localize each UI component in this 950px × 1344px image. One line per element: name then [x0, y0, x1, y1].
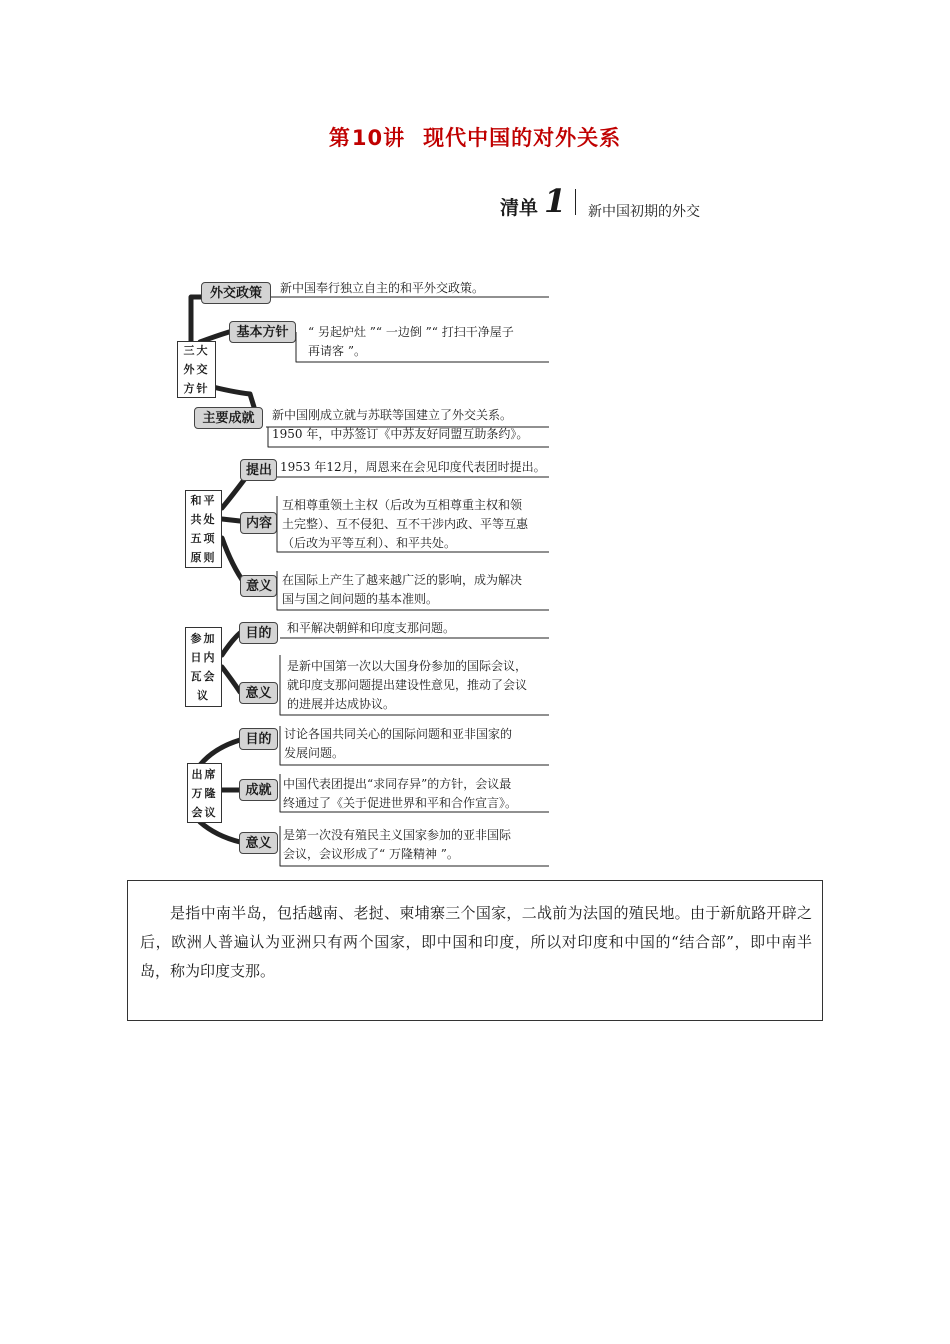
- category-five-principles: 和平 共处 五项 原则: [185, 490, 222, 568]
- list-label: 清单: [500, 197, 539, 219]
- node-geneva-purpose: 目的: [239, 622, 278, 644]
- text-significance: 在国际上产生了越来越广泛的影响，成为解决 国与国之间问题的基本准则。: [282, 573, 523, 606]
- node-significance: 意义: [240, 575, 277, 597]
- category-bandung-conference: 出席 万隆 会议: [187, 763, 222, 823]
- text-bandung-purpose: 讨论各国共同关心的国际问题和亚非国家的 发展问题。: [284, 727, 513, 760]
- node-content: 内容: [240, 512, 277, 534]
- text-bandung-achievement: 中国代表团提出“求同存异”的方针，会议最 终通过了《关于促进世界和平和合作宣言》。: [283, 777, 518, 810]
- text-content: 互相尊重领土主权（后改为互相尊重主权和领 土完整）、互不侵犯、互不干涉内政、平等互惠 （后改为平等互利）、和平共处。: [282, 498, 529, 550]
- list-subtitle: 新中国初期的外交: [588, 204, 700, 220]
- text-proposed: 1953 年12月，周恩来在会见印度代表团时提出。: [280, 460, 546, 474]
- category-three-diplomatic-guidelines: 三大 外交 方针: [177, 341, 216, 398]
- text-geneva-significance: 是新中国第一次以大国身份参加的国际会议， 就印度支那问题提出建设性意见，推动了会议 的进展并达成协议。: [287, 659, 528, 711]
- text-main-achievement: 新中国刚成立就与苏联等国建立了外交关系。 1950 年，中苏签订《中苏友好同盟互助条约》。: [272, 408, 529, 441]
- text-geneva-purpose: 和平解决朝鲜和印度支那问题。: [287, 621, 456, 635]
- list-number: 1: [544, 182, 567, 220]
- category-geneva-conference: 参加 日内 瓦会 议: [185, 627, 222, 707]
- node-geneva-significance: 意义: [239, 682, 278, 704]
- node-basic-guideline: 基本方针: [229, 321, 296, 343]
- node-diplomatic-policy: 外交政策: [201, 282, 271, 304]
- text-diplomatic-policy: 新中国奉行独立自主的和平外交政策。: [280, 281, 485, 295]
- text-bandung-significance: 是第一次没有殖民主义国家参加的亚非国际 会议，会议形成了“ 万隆精神 ”。: [283, 828, 512, 861]
- text-basic-guideline: “ 另起炉灶 ”“ 一边倒 ”“ 打扫干净屋子 再请客 ”。: [308, 325, 514, 358]
- note-text: 是指中南半岛，包括越南、老挝、柬埔寨三个国家，二战前为法国的殖民地。由于新航路开辟之后，欧洲人普遍认为亚洲只有两个国家，即中国和印度，所以对印度和中国的“结合部”，即中南半岛，称为印度支那。: [140, 904, 812, 980]
- node-bandung-significance: 意义: [239, 832, 278, 854]
- note-box: [127, 880, 823, 1021]
- node-bandung-purpose: 目的: [239, 728, 278, 750]
- node-proposed: 提出: [240, 459, 277, 481]
- node-bandung-achievement: 成就: [239, 779, 278, 801]
- page-title: 第10讲 现代中国的对外关系: [328, 126, 622, 150]
- node-main-achievement: 主要成就: [194, 407, 263, 429]
